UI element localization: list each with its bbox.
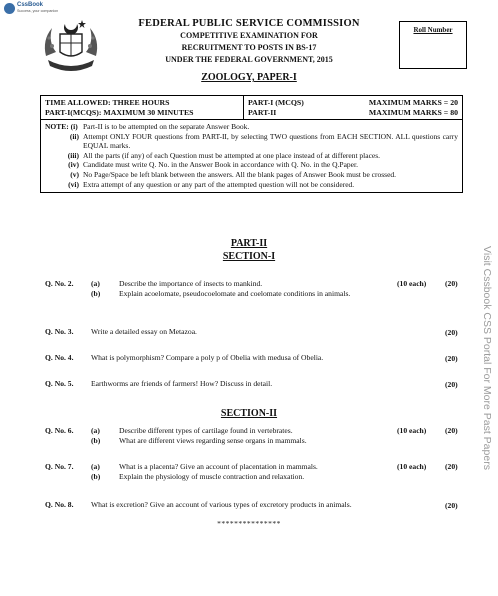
- note-label: (iv): [68, 160, 79, 170]
- side-watermark: [480, 218, 494, 498]
- note-label: (iii): [67, 150, 79, 160]
- part2-heading: PART-II: [230, 238, 268, 249]
- exam-line-1: COMPETITIVE EXAMINATION FOR: [180, 31, 318, 40]
- note-text: Extra attempt of any question or any part of the attempted question will not be considered.: [83, 179, 355, 189]
- instructions-table: [40, 95, 463, 193]
- note-label: (ii): [69, 131, 79, 141]
- time-cell: [41, 96, 244, 119]
- note-text: Candidate must write Q. No. in the Answer Book in accordance with Q. No. in the Q.Paper.: [83, 160, 358, 170]
- question-number: Q. No. 4.: [45, 353, 74, 362]
- question-number: Q. No. 5.: [45, 379, 74, 388]
- org-title: FEDERAL PUBLIC SERVICE COMMISSION: [138, 18, 360, 29]
- question-marks: (20): [445, 426, 458, 435]
- note-item: [45, 132, 458, 151]
- note-label: NOTE: (i): [45, 122, 78, 131]
- note-label: (vi): [68, 179, 79, 189]
- question-marks: (20): [445, 354, 458, 363]
- note-item: [45, 160, 458, 170]
- question-number: Q. No. 8.: [45, 500, 74, 509]
- part-b-text: Explain acoelomate, pseudocoelomate and coelomate conditions in animals.: [119, 289, 351, 298]
- note-label: (v): [70, 169, 79, 179]
- logo-mark: [4, 3, 15, 14]
- marks-each: (10 each): [397, 426, 427, 435]
- part-a-label: (a): [91, 426, 100, 435]
- note-item: [45, 170, 458, 180]
- paper-title: ZOOLOGY, PAPER-I: [201, 72, 297, 83]
- part-a-text: What is a placenta? Give an account of placentation in mammals.: [119, 462, 318, 471]
- question-text: Earthworms are friends of farmers! How? Discuss in detail.: [91, 379, 273, 388]
- note-item: [45, 180, 458, 190]
- part2-label: PART-II: [248, 108, 277, 117]
- end-stars: ***************: [217, 519, 281, 528]
- exam-line-2: RECRUITMENT TO POSTS IN BS-17: [181, 43, 317, 52]
- notes-list: [41, 120, 462, 192]
- question-text: What is polymorphism? Compare a poly p of Obelia with medusa of Obelia.: [91, 353, 324, 362]
- part1-marks: MAXIMUM MARKS = 20: [368, 98, 458, 107]
- logo-tagline: Success, your companion: [17, 9, 59, 13]
- part-a-label: (a): [91, 279, 100, 288]
- part2-marks: MAXIMUM MARKS = 80: [368, 108, 458, 117]
- side-watermark-text: Visit Cssbook CSS Portal For More Past Papers: [481, 246, 493, 470]
- cssbook-logo: [4, 2, 64, 16]
- roll-number-label: Roll Number: [413, 26, 453, 34]
- question-marks: (20): [445, 328, 458, 337]
- part-a-text: Describe different types of cartilage found in vertebrates.: [119, 426, 293, 435]
- question-text: Write a detailed essay on Metazoa.: [91, 327, 197, 336]
- roll-number-box: [399, 21, 467, 69]
- part-b-text: Explain the physiology of muscle contraction and relaxation.: [119, 472, 305, 481]
- note-text: All the parts (if any) of each Question must be attempted at one place instead of at different places.: [83, 150, 381, 160]
- question-number: Q. No. 7.: [45, 462, 74, 471]
- question-marks: (20): [445, 380, 458, 389]
- question-number: Q. No. 3.: [45, 327, 74, 336]
- marks-each: (10 each): [397, 462, 427, 471]
- part-b-label: (b): [91, 436, 101, 445]
- time-allowed: TIME ALLOWED: THREE HOURS: [45, 98, 170, 107]
- part-b-label: (b): [91, 472, 101, 481]
- question-marks: (20): [445, 279, 458, 288]
- question-number: Q. No. 2.: [45, 279, 74, 288]
- logo-brand: CssBook: [17, 2, 44, 8]
- section2-heading: SECTION-II: [220, 408, 278, 419]
- question-text: What is excretion? Give an account of various types of excretory products in animals.: [91, 500, 352, 509]
- exam-line-3: UNDER THE FEDERAL GOVERNMENT, 2015: [165, 55, 333, 64]
- note-item: [45, 151, 458, 161]
- part-b-label: (b): [91, 289, 101, 298]
- note-item: [45, 122, 458, 132]
- part1-time: PART-I(MCQS): MAXIMUM 30 MINUTES: [45, 108, 194, 117]
- part-b-text: What are different views regarding sense organs in mammals.: [119, 436, 307, 445]
- note-text: Attempt ONLY FOUR questions from PART-II, by selecting TWO questions from EACH SECTION. ALL questions carry EQUAL marks.: [83, 131, 458, 151]
- marks-cell: [244, 96, 462, 119]
- note-text: Part-II is to be attempted on the separate Answer Book.: [83, 122, 250, 131]
- question-number: Q. No. 6.: [45, 426, 74, 435]
- time-marks-row: [41, 96, 462, 120]
- part-a-text: Describe the importance of insects to mankind.: [119, 279, 263, 288]
- marks-each: (10 each): [397, 279, 427, 288]
- question-marks: (20): [445, 501, 458, 510]
- part-a-label: (a): [91, 462, 100, 471]
- part1-label: PART-I (MCQS): [248, 98, 304, 107]
- question-marks: (20): [445, 462, 458, 471]
- section1-heading: SECTION-I: [222, 251, 276, 262]
- note-text: No Page/Space be left blank between the answers. All the blank pages of Answer Book must be crossed.: [83, 169, 397, 179]
